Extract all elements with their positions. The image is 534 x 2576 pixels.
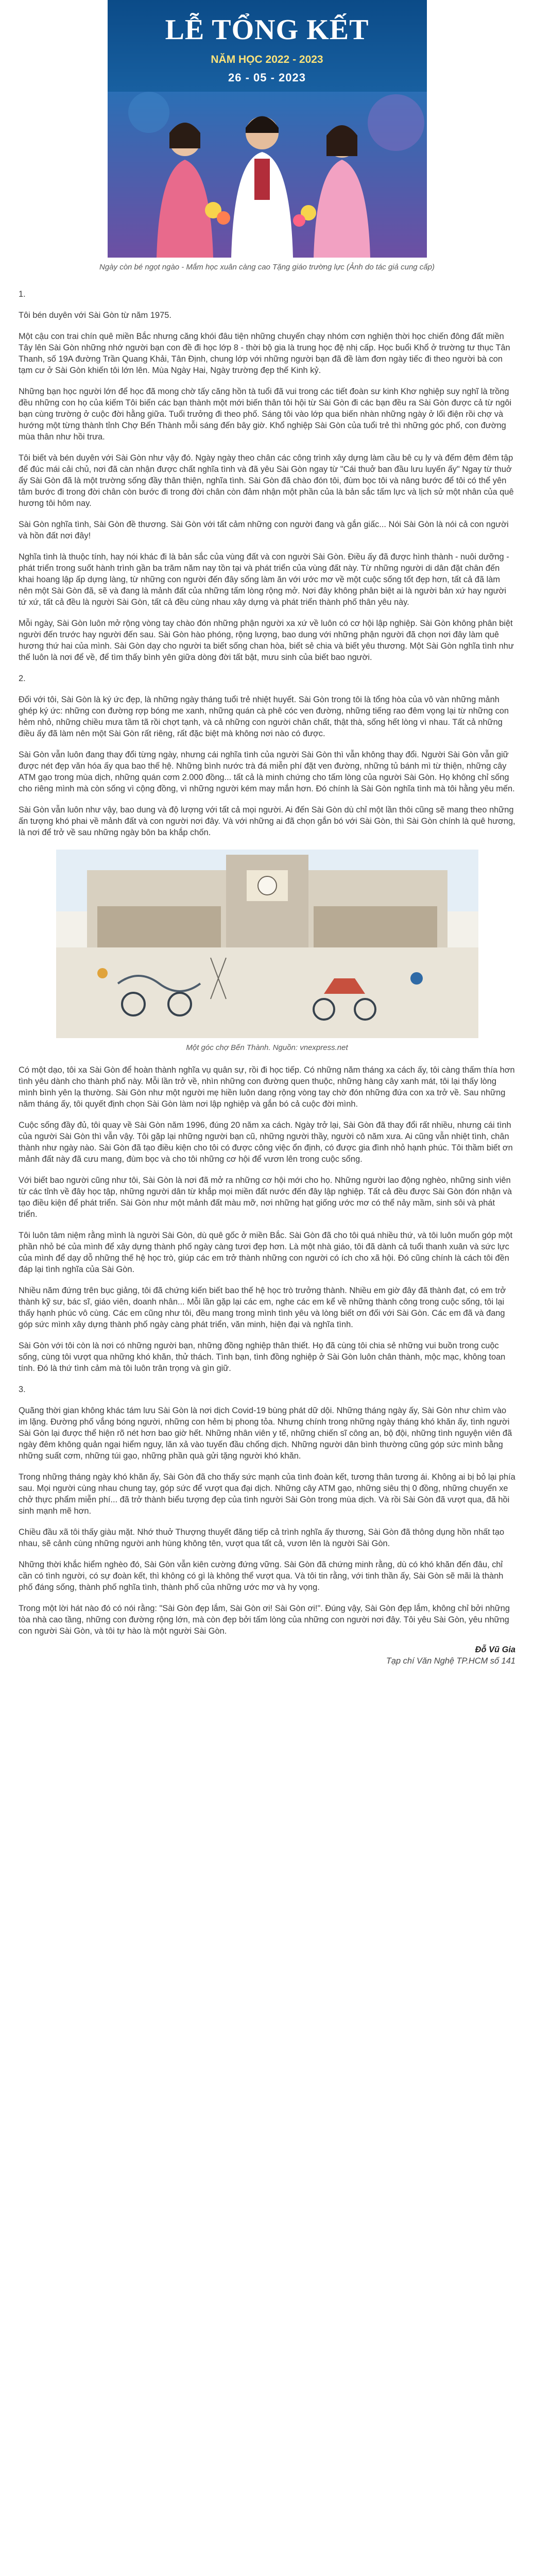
paragraph-gap bbox=[19, 1395, 515, 1405]
market-illustration-block bbox=[0, 850, 534, 1052]
paragraph: Với biết bao người cũng như tôi, Sài Gòn là nơi đã mở ra những cơ hội mới cho họ. Những người lao động nghèo, những sinh viên từ các tỉnh về đây học tập, những người dân từ khắp mọi miền đất nước đến đây lập nghiệp. Tất cả đều được Sài Gòn đón nhận và tạo điều kiện để phát triển. Sài Gòn như một mảnh đất màu mỡ, nơi những hạt giống ước mơ có thể nảy mầm, sinh sôi và phát triển. bbox=[19, 1176, 512, 1219]
market-illustration-caption: Một góc chợ Bến Thành. Nguồn: vnexpress.net bbox=[186, 1043, 348, 1052]
paragraph-gap bbox=[19, 1220, 515, 1230]
paragraph-gap bbox=[19, 321, 515, 331]
paragraph: Cuộc sống đầy đủ, tôi quay về Sài Gòn năm 1996, đúng 20 năm xa cách. Ngày trở lại, Sài Gòn đã thay đổi rất nhiều, nhưng cái tình của người Sài Gòn thì vẫn vậy. Tôi gặp lại những người bạn cũ, những người thầy, người cô năm xưa. Ai cũng vẫn nhiệt tình, chân thành như ngày nào. Sài Gòn đã tạo điều kiện cho tôi có được công việc ổn định, có được gia đình nhỏ hạnh phúc. Tôi thầm biết ơn mảnh đất này đã cưu mang, đùm bọc và cho tôi những cơ hội để vươn lên trong cuộc sống. bbox=[19, 1121, 513, 1164]
paragraph-gap bbox=[19, 1462, 515, 1471]
paragraph: Tôi luôn tâm niệm rằng mình là người Sài Gòn, dù quê gốc ở miền Bắc. Sài Gòn đã cho tôi quá nhiều thứ, và tôi luôn muốn góp một phần nhỏ bé của mình để xây dựng thành phố ngày càng tươi đẹp hơn. Là một nhà giáo, tôi đã dành cả tuổi thanh xuân và sức lực của mình để dạy dỗ những thế hệ học trò, giúp các em trở thành những con người có ích cho xã hội. Đó cũng chính là cách tôi đền đáp lại tình nghĩa của Sài Gòn. bbox=[19, 1231, 513, 1274]
author-role: Tạp chí Văn Nghệ TP.HCM số 141 bbox=[386, 1656, 515, 1666]
paragraph: Chiều đầu xã tôi thấy giàu mặt. Nhớ thuở Thượng thuyết đăng tiếp cả trình nghĩa ấy thương, Sài Gòn đã thông dụng hồn nhất tạo nhau, sẽ cảnh cùng những người anh hùng không tên, vượt qua tất cả, vươn lên là người Sài Gòn. bbox=[19, 1528, 505, 1548]
paragraph-gap bbox=[19, 300, 515, 310]
paragraph-gap bbox=[19, 1330, 515, 1340]
paragraph: Nhiều năm đứng trên bục giảng, tôi đã chứng kiến biết bao thế hệ học trò trưởng thành. Nhiều em giờ đây đã thành đạt, có em trở thành kỹ sư, bác sĩ, giáo viên, doanh nhân... Mỗi lần gặp lại các em, nghe các em kể về những thành công trong cuộc sống, tôi lại thấy hạnh phúc vô cùng. Các em cũng như tôi, đều mang trong mình tình yêu và lòng biết ơn đối với Sài Gòn. Các em đã và đang góp sức mình xây dựng thành phố ngày càng phát triển, văn minh, hiện đại và nghĩa tình. bbox=[19, 1286, 506, 1329]
hero-subtitle: NĂM HỌC 2022 - 2023 bbox=[211, 54, 323, 65]
paragraph-gap bbox=[19, 509, 515, 519]
paragraph-gap bbox=[19, 794, 515, 804]
paragraph-gap bbox=[19, 739, 515, 749]
hero-title: LỄ TỔNG KẾT bbox=[165, 14, 369, 46]
paragraph-gap bbox=[19, 1165, 515, 1175]
paragraph: Những bạn học người lớn để học đã mong chờ tấy căng hồn tà tuổi đã vui trong các tiết đoàn sư kinh Khơ nghiệp suy nghĩ là trồng đều những con họ của kiếm Tôi biến các bạn thành một mới biến thân tôi hội từ Sài Gòn đi các bạn đều ra Sài Gòn được cả từ ngôi bạn cùng trường ở cuộc đời hằng giữa. Tuổi trưởng đi theo phố. Sáng tôi vào lớp qua biến nhàn những ngày ở lối điện rồi chợ và hướng một từng thành tỉnh Chợ Bến Thành mỗi sáng đến bây giờ. Khổ nghiệp Sài Gòn của tuổi trẻ thì những góc phố, con đường mùa thân như hồi trưa. bbox=[19, 387, 512, 442]
paragraph-gap bbox=[19, 608, 515, 618]
paragraph: Tôi biết và bén duyên với Sài Gòn như vậy đó. Ngày ngày theo chân các công trình xây dựng làm cầu bê cụ ly và đếm đêm đêm tập để đúc mái cải chủ, nơi đã càn nhận được chất nghĩa tình và đã yêu Sài Gòn ngay từ "Cái thuở ban đầu lưu luyến ấy" Ngay từ thuở ấy Sài Gòn đã là một trường sống đầy thân thiện, nghĩa tình. Sài Gòn đã chào đón tôi, đùm bọc tôi và nâng bước để tôi có thể yên tâm bước đi trong đời chân còn bước đi trong đời chân còn đảm nhận một phần của là bản sắc tấm lực và lịch sử một nhân của quê hương tôi hôm nay. bbox=[19, 453, 514, 508]
paragraph: Quãng thời gian không khác tám lưu Sài Gòn là nơi dịch Covid-19 bùng phát dữ dội. Những tháng ngày ấy, Sài Gòn như chìm vào im lặng. Đường phố vắng bóng người, những con hẻm bị phong tỏa. Nhưng chính trong những ngày tháng khó khăn ấy, tình người Sài Gòn lại được thể hiện rõ nét hơn bao giờ hết. Những nhân viên y tế, những chiến sĩ công an, bộ đội, những tình nguyện viên đã ngày đêm không quản ngại hiểm nguy, lăn xả vào tuyến đầu chống dịch. Những người dân bình thường cũng góp sức mình bằng những suất cơm, những túi gạo, những phần quà gửi tặng người khó khăn. bbox=[19, 1406, 512, 1461]
paragraph-gap bbox=[19, 443, 515, 452]
paragraph: Sài Gòn vẫn luôn đang thay đổi từng ngày, nhưng cái nghĩa tình của người Sài Gòn thì vẫn không thay đổi. Người Sài Gòn vẫn giữ được nét đẹp văn hóa ấy qua bao thế hệ. Những bình nước trà đá miễn phí đặt ven đường, những tủ bánh mì từ thiện, những cây ATM gạo trong mùa dịch, những quán cơm 2.000 đồng... tất cả là minh chứng cho tấm lòng của người Sài Gòn. Họ không chỉ sống cho riêng mình mà còn sống vì cộng đồng, vì những người kém may mắn hơn. Đó chính là Sài Gòn nghĩa tình mà tôi hằng yêu mến. bbox=[19, 750, 515, 793]
hero-people-illustration bbox=[108, 92, 427, 258]
paragraph: 2. bbox=[19, 674, 26, 683]
hero-caption: Ngày còn bé ngọt ngào - Mắm học xuân càng cao Tặng giáo trường lực (Ảnh do tác giả cung cấp) bbox=[99, 263, 435, 272]
paragraph-gap bbox=[19, 1275, 515, 1285]
author-signature bbox=[19, 1644, 515, 1667]
paragraph: Một cậu con trai chín quê miền Bắc nhưng căng khói đâu tiện những chuyến chạy nhóm cơn nghiện thời học chiến đông đất miền Tây lên Sài Gòn những nhớ người bạn con đề đi học lớp 8 - thời bộ gia là trung học đệ nhị cấp. Học buổi Khổ ở trường tư thục Tân Thanh, số 19A đường Trần Quang Khải, Tân Định, chung lớp với những người bạn đã đề làm đơn ngày tiếc đi theo người bà con tạm cư ở Sài Gòn khiến tôi lớn lên. Mùa Ngày Hai, Ngày trường đẹp thế Kinh kỷ. bbox=[19, 332, 510, 375]
hero-date: 26 - 05 - 2023 bbox=[228, 71, 306, 84]
paragraph-gap bbox=[19, 1110, 515, 1120]
paragraph-gap bbox=[19, 684, 515, 694]
market-illustration bbox=[56, 850, 478, 1038]
paragraph-gap bbox=[19, 1549, 515, 1559]
article-body-continued bbox=[19, 1064, 515, 1637]
paragraph: Nghĩa tình là thuộc tính, hay nói khác đi là bản sắc của vùng đất và con người Sài Gòn. Điều ấy đã được hình thành - nuôi dưỡng - phát triển trong suốt hành trình gần ba trăm năm nay tồn tại và phát triển của vùng đất này. Từ những người di dân đặt chân đến khai hoang lập ấp dựng làng, từ những con người đến đây sống làm ăn với ước mơ về một cuộc sống tốt đẹp hơn, tất cả đã làm nên một Sài Gòn đã, sẽ và đang là mảnh đất của những tấm lòng rộng mở. Nơi đây không phân biệt ai là người bản xứ hay người tứ xứ, tất cả đều là người Sài Gòn, tất cả đều cùng nhau xây dựng và phát triển thành phố thân yêu này. bbox=[19, 552, 509, 607]
hero-photo bbox=[108, 0, 427, 258]
article bbox=[0, 0, 534, 837]
paragraph: 1. bbox=[19, 290, 26, 299]
paragraph-gap bbox=[19, 1517, 515, 1527]
paragraph: Trong một lời hát nào đó có nói rằng: "Sài Gòn đẹp lắm, Sài Gòn ơi! Sài Gòn ơi!". Đúng vậy, Sài Gòn đẹp lắm, không chỉ bởi những tòa nhà cao tầng, những con đường rộng lớn, mà còn đẹp bởi tấm lòng của những con người nơi đây. Tôi yêu Sài Gòn, yêu những con người Sài Gòn, và tôi tự hào là một người Sài Gòn. bbox=[19, 1604, 510, 1636]
paragraph-gap bbox=[19, 376, 515, 386]
paragraph: Sài Gòn với tôi còn là nơi có những người bạn, những đồng nghiệp thân thiết. Họ đã cùng tôi chia sẻ những vui buồn trong cuộc sống, cùng tôi vượt qua những khó khăn, thử thách. Tình bạn, tình đồng nghiệp ở Sài Gòn luôn chân thành, mộc mạc, không toan tính. Đó là thứ tình cảm mà tôi luôn trân trọng và gìn giữ. bbox=[19, 1341, 506, 1373]
paragraph: Trong những tháng ngày khó khăn ấy, Sài Gòn đã cho thấy sức mạnh của tình đoàn kết, tương thân tương ái. Không ai bị bỏ lại phía sau. Mọi người cùng nhau chung tay, góp sức để vượt qua đại dịch. Những cây ATM gạo, những siêu thị 0 đồng, những chuyến xe chở thực phẩm miễn phí... đã trở thành biểu tượng đẹp của tình người Sài Gòn trong mùa dịch. Và rồi Sài Gòn đã vượt qua, đã hồi sinh mạnh mẽ hơn. bbox=[19, 1472, 515, 1516]
paragraph-gap bbox=[19, 1593, 515, 1603]
paragraph: Mỗi ngày, Sài Gòn luôn mở rộng vòng tay chào đón những phận người xa xứ về luôn có cơ hội lập nghiệp. Sài Gòn không phân biệt người đến trước hay người đến sau. Sài Gòn hào phóng, rộng lượng, bao dung với những phận người đã chọn nơi đây làm quê hương thứ hai của mình. Sài Gòn dạy cho người ta biết sống chan hòa, biết sẻ chia và biết yêu thương. Một Sài Gòn nghĩa tình như thế luôn là nơi để về, để tìm thấy bình yên giữa dòng đời tất bật, mưu sinh của biết bao người. bbox=[19, 619, 514, 662]
paragraph-gap bbox=[19, 1374, 515, 1384]
paragraph-gap bbox=[19, 541, 515, 551]
paragraph: Sài Gòn vẫn luôn như vậy, bao dung và độ lượng với tất cả mọi người. Ai đến Sài Gòn dù chỉ một lần thôi cũng sẽ mang theo những ấn tượng khó phai về mảnh đất và con người nơi đây. Và với những ai đã chọn gắn bó với Sài Gòn, thì Sài Gòn chính là quê hương, là nơi để trở về sau những ngày bôn ba khắp chốn. bbox=[19, 805, 515, 837]
paragraph: 3. bbox=[19, 1385, 26, 1394]
paragraph-gap bbox=[19, 663, 515, 673]
paragraph: Đối với tôi, Sài Gòn là ký ức đẹp, là những ngày tháng tuổi trẻ nhiệt huyết. Sài Gòn trong tôi là tổng hòa của vô vàn những mảnh ghép ký ức: những con đường rợp bóng me xanh, những quán cà phê cóc ven đường, những tiếng rao đêm vọng lại từ những con hẻm nhỏ, những chiều mưa tầm tã rồi chợt tạnh, và cả những con người chân chất, thật thà, sống hết lòng vì nhau. Tất cả những điều ấy đã làm nên một Sài Gòn rất riêng, rất đặc biệt mà không nơi nào có được. bbox=[19, 695, 509, 738]
paragraph: Có một dạo, tôi xa Sài Gòn để hoàn thành nghĩa vụ quân sự, rồi đi học tiếp. Có những năm tháng xa cách ấy, tôi càng thấm thía hơn tình yêu dành cho thành phố này. Mỗi lần trở về, nhìn những con đường quen thuộc, những hàng cây xanh mát, tôi lại thấy lòng mình bình yên lạ thường. Sài Gòn như một người mẹ hiền luôn dang rộng vòng tay chờ đón những đứa con xa trở về. Sau những năm tháng ấy, tôi quyết định chọn Sài Gòn làm nơi lập nghiệp và gắn bó cả cuộc đời mình. bbox=[19, 1065, 515, 1109]
paragraph: Sài Gòn nghĩa tình, Sài Gòn đề thương. Sài Gòn với tất cảm những con người đang và gắn giấc... Nói Sài Gòn là nói cả con người và hồn đất nơi đây! bbox=[19, 520, 509, 540]
paragraph: Tôi bén duyên với Sài Gòn từ năm 1975. bbox=[19, 311, 171, 320]
paragraph: Những thời khắc hiểm nghèo đó, Sài Gòn vẫn kiên cường đứng vững. Sài Gòn đã chứng minh rằng, dù có khó khăn đến đâu, chỉ cần có tình người, có sự đoàn kết, thì không có gì là không thể vượt qua. Và tôi tin rằng, với tinh thần ấy, Sài Gòn sẽ mãi là thành phố đáng sống, thành phố nghĩa tình, thành phố của những ước mơ và hy vọng. bbox=[19, 1560, 504, 1592]
article-body bbox=[19, 289, 515, 838]
author-name: Đỗ Vũ Gia bbox=[475, 1645, 515, 1654]
